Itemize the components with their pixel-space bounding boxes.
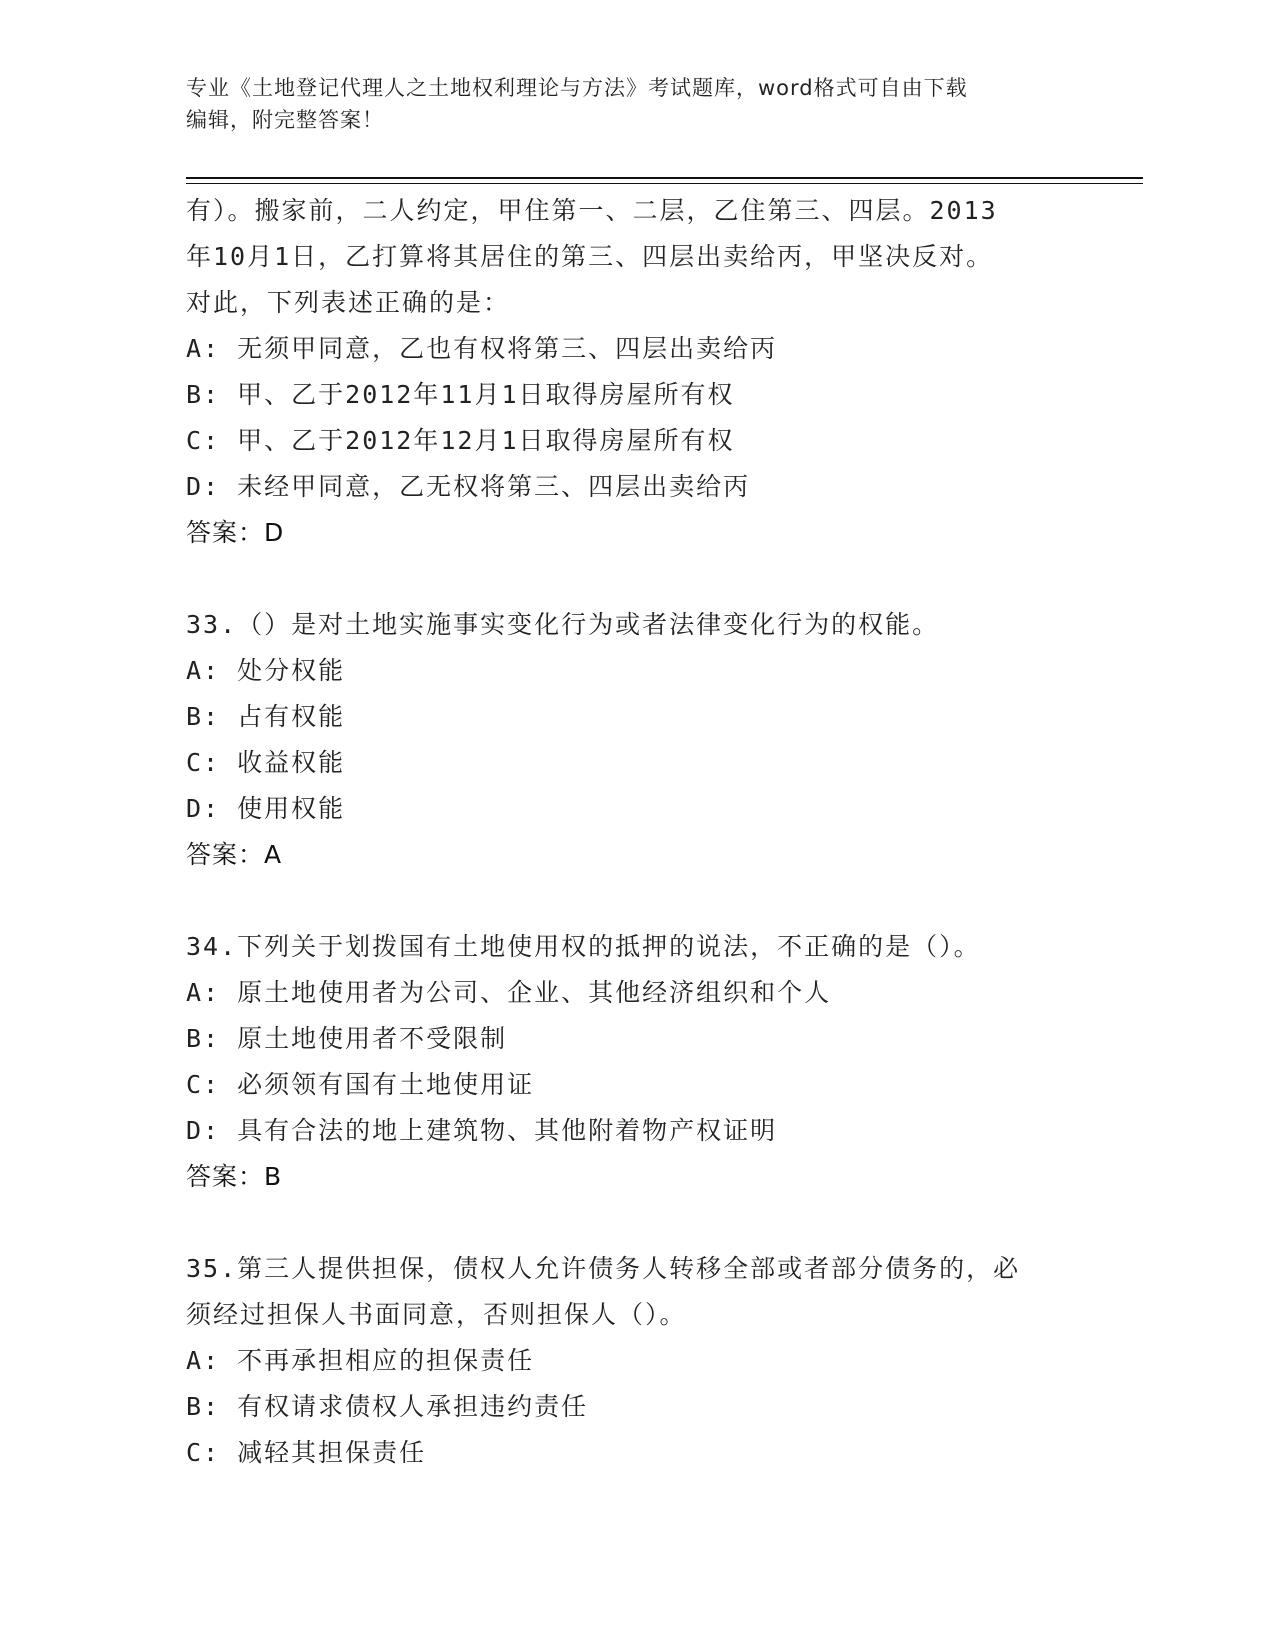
question-list (186, 188, 1086, 1476)
document-header (186, 72, 1086, 136)
option-a: A: 处分权能 (186, 656, 346, 685)
question-text-line: 33.（）是对土地实施事实变化行为或者法律变化行为的权能。 (186, 610, 940, 639)
option-b: B: 有权请求债权人承担违约责任 (186, 1392, 589, 1421)
option-c: C: 必须领有国有土地使用证 (186, 1070, 535, 1099)
option-a: A: 原土地使用者为公司、企业、其他经济组织和个人 (186, 978, 832, 1007)
option-c: C: 减轻其担保责任 (186, 1438, 427, 1467)
question-35 (186, 1246, 1086, 1476)
question-text-line: 34.下列关于划拨国有土地使用权的抵押的说法，不正确的是（）。 (186, 932, 981, 961)
option-a: A: 无须甲同意，乙也有权将第三、四层出卖给丙 (186, 334, 778, 363)
question-33 (186, 602, 1086, 878)
option-d: D: 未经甲同意，乙无权将第三、四层出卖给丙 (186, 472, 751, 501)
option-d: D: 具有合法的地上建筑物、其他附着物产权证明 (186, 1116, 778, 1145)
question-32 (186, 188, 1086, 556)
answer: 答案：B (186, 1162, 283, 1191)
question-text-line: 35.第三人提供担保，债权人允许债务人转移全部或者部分债务的，必 (186, 1254, 1021, 1283)
spacer (186, 1200, 1086, 1246)
question-text-line: 对此，下列表述正确的是： (186, 288, 511, 317)
option-b: B: 占有权能 (186, 702, 346, 731)
option-a: A: 不再承担相应的担保责任 (186, 1346, 535, 1375)
answer: 答案：A (186, 840, 283, 869)
option-c: C: 甲、乙于2012年12月1日取得房屋所有权 (186, 426, 735, 455)
header-line-1: 专业《土地登记代理人之土地权利理论与方法》考试题库，word格式可自由下载 (186, 76, 968, 100)
option-c: C: 收益权能 (186, 748, 346, 777)
header-line-2: 编辑，附完整答案！ (186, 108, 384, 132)
question-text-line: 须经过担保人书面同意，否则担保人（）。 (186, 1300, 687, 1329)
question-text-line: 年10月1日，乙打算将其居住的第三、四层出卖给丙，甲坚决反对。 (186, 242, 994, 271)
spacer (186, 878, 1086, 924)
answer: 答案：D (186, 518, 285, 547)
question-34 (186, 924, 1086, 1200)
option-d: D: 使用权能 (186, 794, 346, 823)
header-divider-thick (186, 177, 1143, 179)
option-b: B: 原土地使用者不受限制 (186, 1024, 508, 1053)
header-divider-thin (186, 183, 1143, 184)
spacer (186, 556, 1086, 602)
option-b: B: 甲、乙于2012年11月1日取得房屋所有权 (186, 380, 735, 409)
question-text-line: 有）。搬家前，二人约定，甲住第一、二层，乙住第三、四层。2013 (186, 196, 998, 225)
